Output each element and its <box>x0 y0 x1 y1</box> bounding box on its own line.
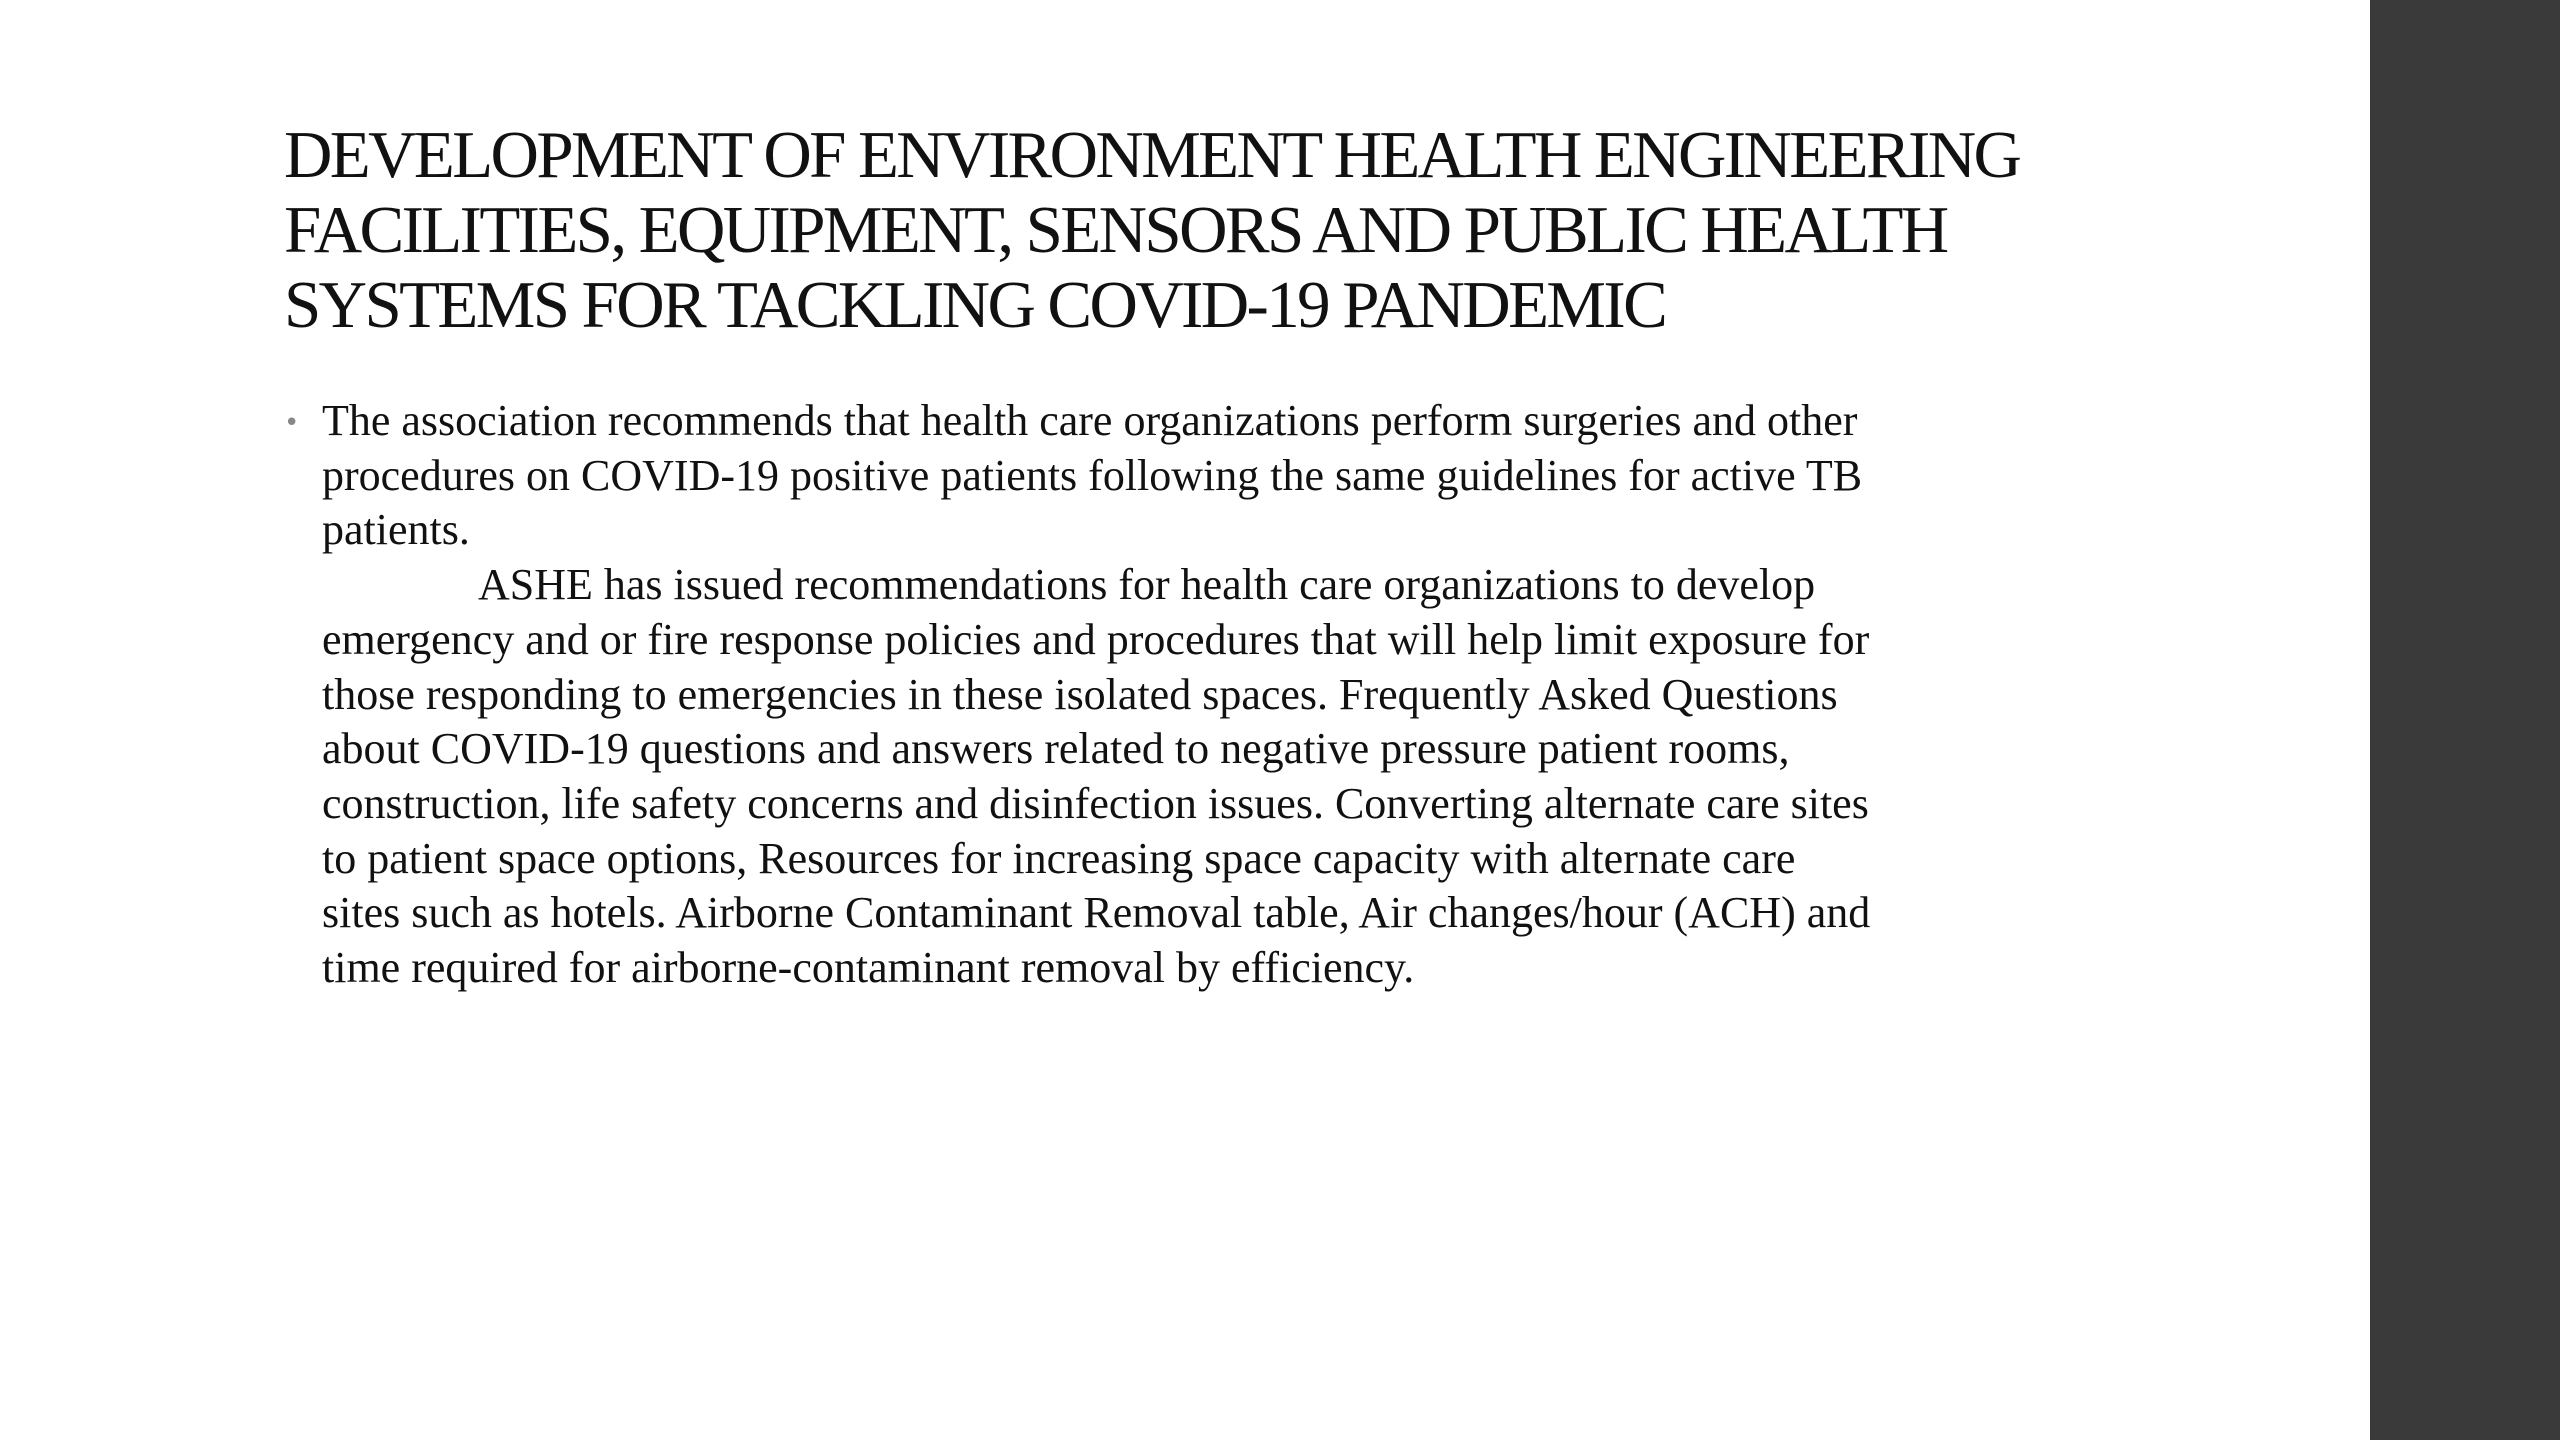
title-line: FACILITIES, EQUIPMENT, SENSORS AND PUBLIC HEALTH <box>284 193 1947 267</box>
body-line: emergency and or fire response policies and procedures that will help limit exposure for <box>322 614 1870 664</box>
slide-title <box>284 118 2364 343</box>
body-line: to patient space options, Resources for increasing space capacity with alternate care <box>322 833 1796 883</box>
body-line: ASHE has issued recommendations for health care organizations to develop <box>478 560 1816 610</box>
body-line: sites such as hotels. Airborne Contaminant Removal table, Air changes/hour (ACH) and <box>322 888 1871 938</box>
body-line: those responding to emergencies in these isolated spaces. Frequently Asked Questions <box>322 669 1838 719</box>
right-side-band <box>2370 0 2560 1440</box>
body-line: about COVID-19 questions and answers related to negative pressure patient rooms, <box>322 724 1790 774</box>
bullet-icon: • <box>284 408 300 438</box>
slide-body <box>284 394 2064 996</box>
body-line: procedures on COVID-19 positive patients following the same guidelines for active TB <box>322 450 1863 500</box>
body-line: time required for airborne-contaminant removal by efficiency. <box>322 943 1415 993</box>
body-line: construction, life safety concerns and disinfection issues. Converting alternate care sites <box>322 778 1869 828</box>
title-line: DEVELOPMENT OF ENVIRONMENT HEALTH ENGINEERING <box>284 118 2020 192</box>
body-line: patients. <box>322 505 470 555</box>
bullet-text <box>322 394 2064 996</box>
title-line: SYSTEMS FOR TACKLING COVID-19 PANDEMIC <box>284 268 1666 342</box>
body-line: The association recommends that health care organizations perform surgeries and other <box>322 396 1858 445</box>
